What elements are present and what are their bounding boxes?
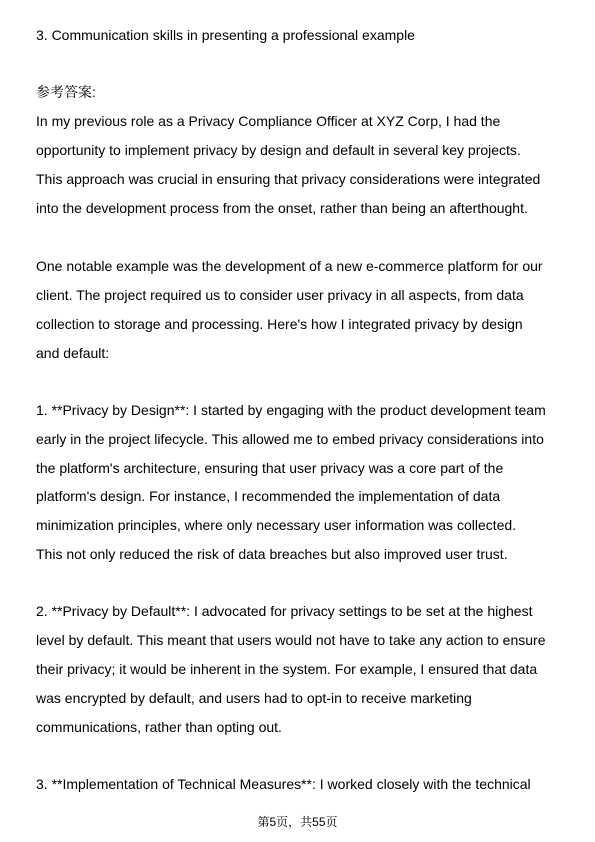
text-line: into the development process from the onset, rather than being an afterthought.	[36, 200, 528, 216]
text-line: collection to storage and processing. Here's how I integrated privacy by design	[36, 316, 523, 332]
text-line: communications, rather than opting out.	[36, 719, 282, 735]
text-line: client. The project required us to consider user privacy in all aspects, from data	[36, 287, 524, 303]
text-line: One notable example was the development of a new e-commerce platform for our	[36, 258, 543, 274]
text-line: 1. **Privacy by Design**: I started by engaging with the product development team	[36, 402, 546, 418]
text-line: platform's design. For instance, I recommended the implementation of data	[36, 488, 501, 504]
text-line: This not only reduced the risk of data breaches but also improved user trust.	[36, 546, 508, 562]
text-line: and default:	[36, 345, 110, 361]
text-line: their privacy; it would be inherent in the system. For example, I ensured that data	[36, 661, 538, 677]
text-line: the platform's architecture, ensuring that user privacy was a core part of the	[36, 460, 504, 476]
text-line: was encrypted by default, and users had to opt-in to receive marketing	[36, 690, 472, 706]
criterion-line: 3. Communication skills in presenting a professional example	[36, 27, 415, 43]
page-number-footer: 第5页，共55页	[257, 815, 338, 829]
text-line: 2. **Privacy by Default**: I advocated for privacy settings to be set at the highest	[36, 603, 533, 619]
answer-heading: 参考答案:	[36, 84, 96, 100]
text-line: early in the project lifecycle. This allowed me to embed privacy considerations into	[36, 431, 544, 447]
text-line: minimization principles, where only necessary user information was collected.	[36, 517, 517, 533]
text-line: This approach was crucial in ensuring that privacy considerations were integrated	[36, 171, 541, 187]
text-line: opportunity to implement privacy by design and default in several key projects.	[36, 142, 521, 158]
text-line: 3. **Implementation of Technical Measures**: I worked closely with the technical	[36, 776, 531, 792]
text-line: level by default. This meant that users would not have to take any action to ensure	[36, 632, 546, 648]
text-line: In my previous role as a Privacy Compliance Officer at XYZ Corp, I had the	[36, 113, 501, 129]
